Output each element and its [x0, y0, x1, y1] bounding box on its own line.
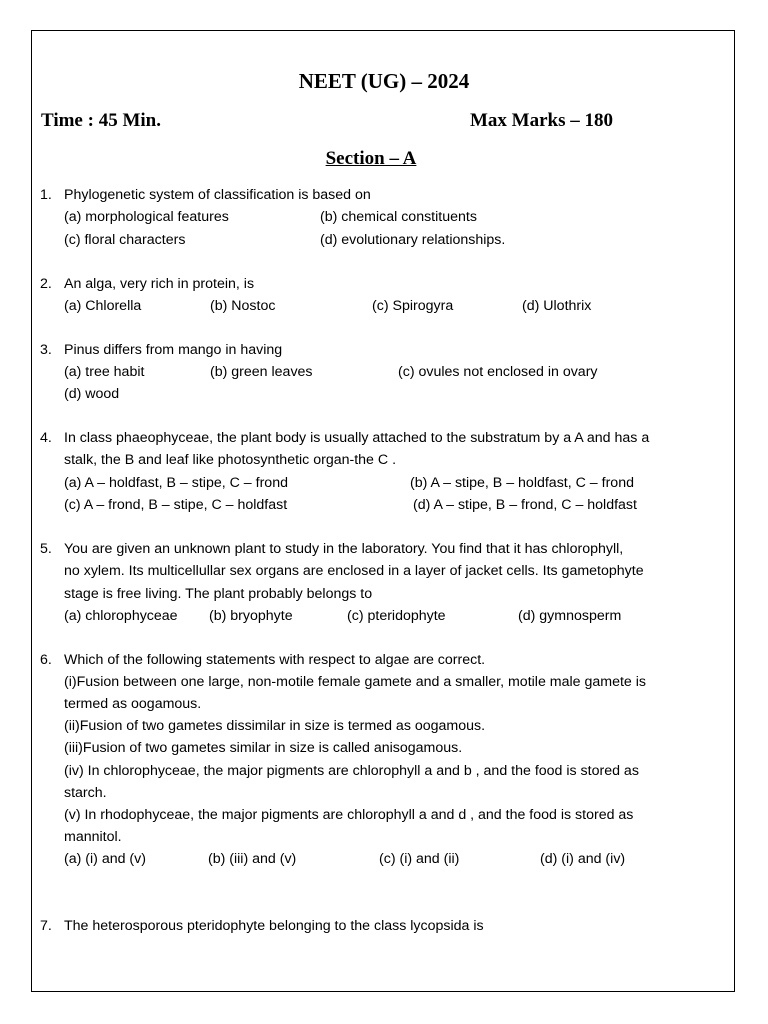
exam-time: Time : 45 Min. [41, 110, 161, 131]
question-text: Pinus differs from mango in having [64, 342, 283, 358]
option-d: (d) Ulothrix [522, 298, 592, 314]
question-text: You are given an unknown plant to study in the laboratory. You find that it has chlorophyll, [64, 541, 624, 557]
question-text: stage is free living. The plant probably belongs to [64, 586, 373, 602]
statement-text: starch. [64, 785, 107, 801]
question-number: 5. [40, 541, 52, 557]
option-d: (d) (i) and (iv) [540, 851, 626, 867]
option-d: (d) gymnosperm [518, 608, 622, 624]
section-heading: Section – A [325, 148, 417, 169]
max-marks: Max Marks – 180 [470, 110, 614, 131]
option-c: (c) Spirogyra [372, 298, 454, 314]
option-c: (c) pteridophyte [347, 608, 446, 624]
question-number: 2. [40, 276, 52, 292]
statement-text: (iii)Fusion of two gametes similar in size is called anisogamous. [64, 740, 463, 756]
question-text: An alga, very rich in protein, is [64, 276, 255, 292]
option-c: (c) ovules not enclosed in ovary [398, 364, 598, 380]
question-number: 1. [40, 187, 52, 203]
option-b: (b) bryophyte [209, 608, 293, 624]
option-b: (b) A – stipe, B – holdfast, C – frond [410, 475, 634, 491]
option-a: (a) A – holdfast, B – stipe, C – frond [64, 475, 288, 491]
page-title: NEET (UG) – 2024 [298, 69, 470, 93]
question-number: 6. [40, 652, 52, 668]
statement-text: termed as oogamous. [64, 696, 202, 712]
question-text: stalk, the B and leaf like photosynthetic organ-the C . [64, 452, 397, 468]
question-text: The heterosporous pteridophyte belonging to the class lycopsida is [64, 918, 484, 934]
option-a: (a) Chlorella [64, 298, 142, 314]
option-b: (b) (iii) and (v) [208, 851, 297, 867]
statement-text: (ii)Fusion of two gametes dissimilar in size is termed as oogamous. [64, 718, 486, 734]
question-text: Phylogenetic system of classification is based on [64, 187, 371, 203]
question-number: 4. [40, 430, 52, 446]
question-number: 3. [40, 342, 52, 358]
statement-text: (v) In rhodophyceae, the major pigments are chlorophyll a and d , and the food is stored as [64, 807, 634, 823]
option-a: (a) (i) and (v) [64, 851, 146, 867]
question-text: no xylem. Its multicellullar sex organs are enclosed in a layer of jacket cells. Its gametophyte [64, 563, 644, 579]
option-d: (d) wood [64, 386, 120, 402]
option-b: (b) chemical constituents [320, 209, 477, 225]
question-text: Which of the following statements with respect to algae are correct. [64, 652, 486, 668]
option-d: (d) evolutionary relationships. [320, 232, 506, 248]
question-text: In class phaeophyceae, the plant body is usually attached to the substratum by a A and has a [64, 430, 650, 446]
option-c: (c) A – frond, B – stipe, C – holdfast [64, 497, 288, 513]
option-a: (a) tree habit [64, 364, 145, 380]
option-d: (d) A – stipe, B – frond, C – holdfast [413, 497, 637, 513]
option-c: (c) (i) and (ii) [379, 851, 460, 867]
option-a: (a) chlorophyceae [64, 608, 178, 624]
option-b: (b) green leaves [210, 364, 313, 380]
statement-text: mannitol. [64, 829, 122, 845]
option-c: (c) floral characters [64, 232, 186, 248]
option-b: (b) Nostoc [210, 298, 276, 314]
statement-text: (iv) In chlorophyceae, the major pigments are chlorophyll a and b , and the food is stored as [64, 763, 639, 779]
option-a: (a) morphological features [64, 209, 229, 225]
question-number: 7. [40, 918, 52, 934]
statement-text: (i)Fusion between one large, non-motile female gamete and a smaller, motile male gamete is [64, 674, 646, 690]
